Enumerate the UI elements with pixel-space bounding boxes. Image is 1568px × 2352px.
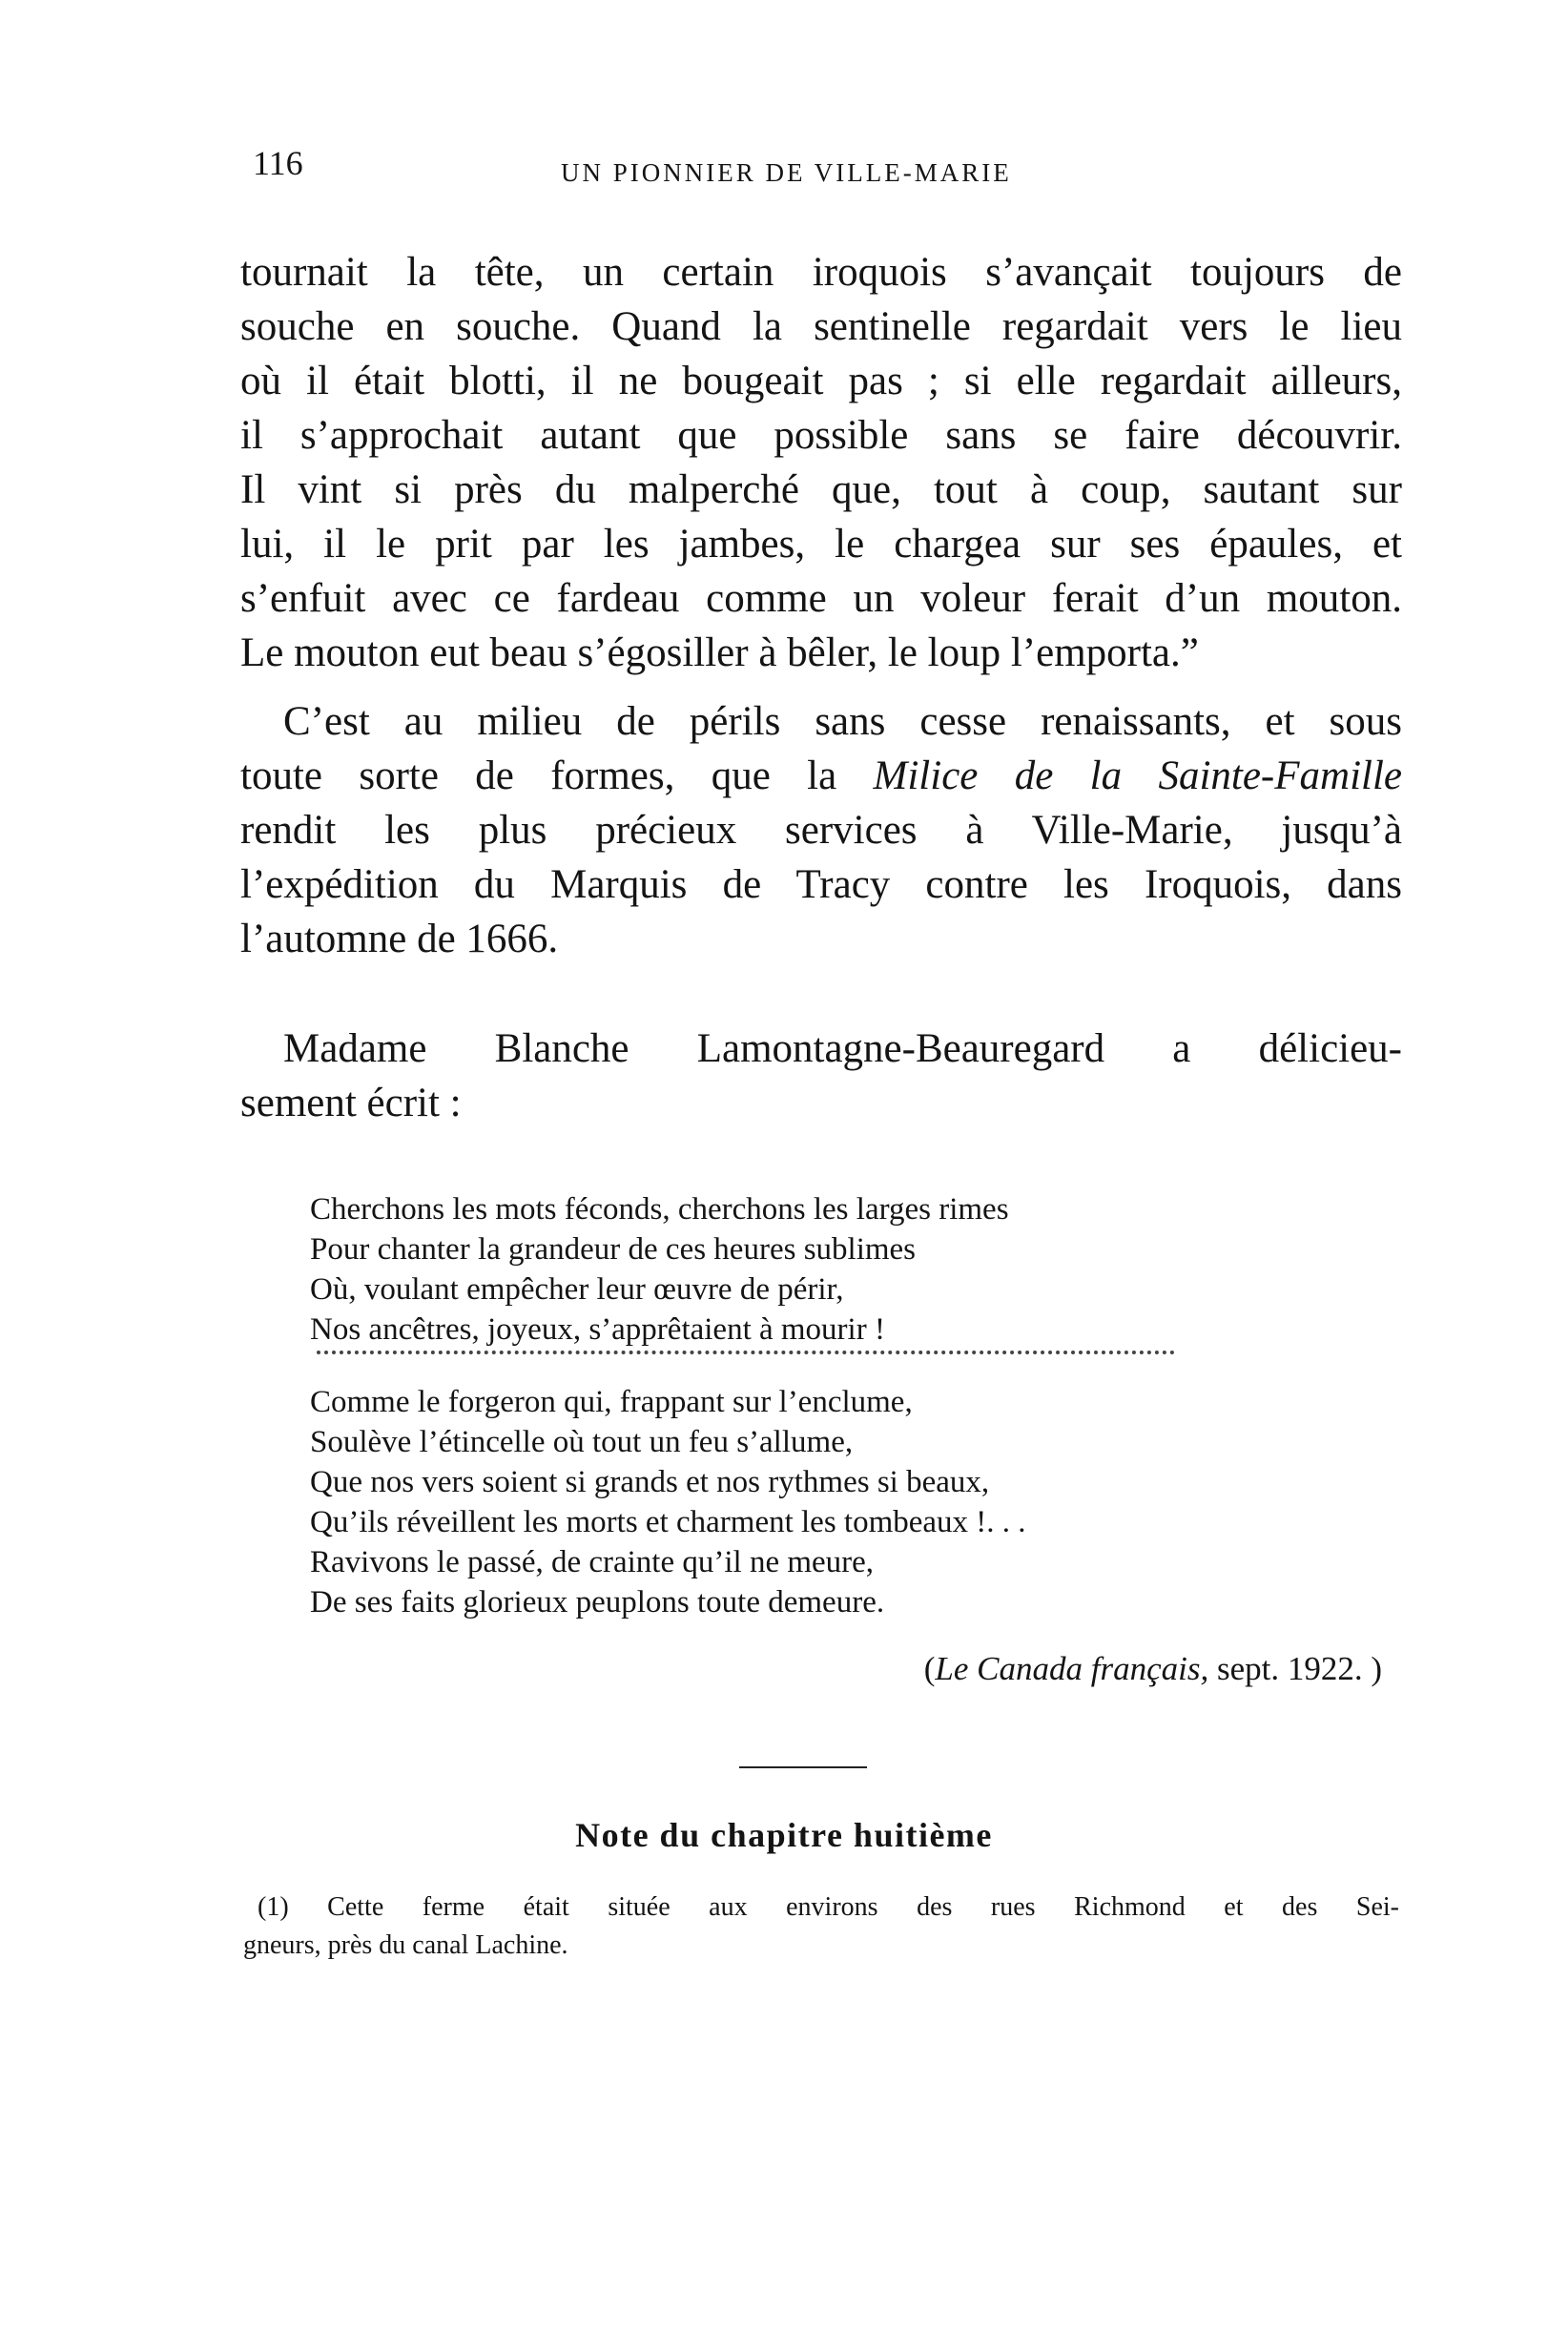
poem-line: Comme le forgeron qui, frappant sur l’enclume, — [310, 1385, 913, 1419]
poem-line: Ravivons le passé, de crainte qu’il ne meure, — [310, 1545, 875, 1579]
poem-stanza-1 — [310, 1189, 1009, 1350]
text-line: il s’approchait autant que possible sans se faire découvrir. — [240, 413, 1402, 458]
footnote — [243, 1888, 1399, 1965]
poem-line: Cherchons les mots féconds, cherchons les larges rimes — [310, 1192, 1009, 1227]
poem-line: Soulève l’étincelle où tout un feu s’allume, — [310, 1425, 854, 1459]
text-line — [240, 749, 1402, 803]
poem-line: Où, voulant empêcher leur œuvre de périr, — [310, 1272, 844, 1307]
text-line: Madame Blanche Lamontagne-Beauregard a délicieu- — [283, 1026, 1402, 1071]
poem-line: Nos ancêtres, joyeux, s’apprêtaient à mourir ! — [310, 1312, 885, 1347]
text-line: Le mouton eut beau s’égosiller à bêler, le loup l’emporta.” — [240, 630, 1199, 675]
text-segment: toute sorte de formes, que la — [240, 753, 874, 798]
italic-title: Milice de la Sainte-Famille — [873, 753, 1402, 798]
paragraph-2 — [240, 694, 1402, 966]
poem-line: Qu’ils réveillent les morts et charment les tombeaux !. . . — [310, 1505, 1026, 1539]
text-line: sement écrit : — [240, 1081, 462, 1125]
poem-citation — [924, 1650, 1382, 1688]
page-number: 116 — [253, 144, 303, 182]
text-line: lui, il le prit par les jambes, le chargea sur ses épaules, et — [240, 522, 1402, 567]
running-title: UN PIONNIER DE VILLE-MARIE — [561, 158, 1012, 187]
poem-line: Que nos vers soient si grands et nos rythmes si beaux, — [310, 1465, 990, 1499]
citation-date: sept. 1922. ) — [1208, 1650, 1382, 1687]
citation-open: ( — [923, 1650, 936, 1687]
poem-stanza-2 — [310, 1382, 1026, 1622]
text-line: souche en souche. Quand la sentinelle regardait vers le lieu — [240, 304, 1402, 349]
paragraph-1 — [240, 245, 1402, 680]
text-line: l’automne de 1666. — [240, 917, 559, 961]
text-line: C’est au milieu de périls sans cesse renaissants, et sous — [283, 699, 1402, 744]
paragraph-3 — [240, 1021, 1402, 1130]
text-line: rendit les plus précieux services à Ville-Marie, jusqu’à — [240, 808, 1402, 853]
text-line: l’expédition du Marquis de Tracy contre les Iroquois, dans — [240, 862, 1402, 907]
footnote-line: (1) Cette ferme était située aux environs des rues Richmond et des Sei- — [258, 1892, 1399, 1922]
text-line: où il était blotti, il ne bougeait pas ; si elle regardait ailleurs, — [240, 359, 1402, 403]
poem-line: Pour chanter la grandeur de ces heures sublimes — [310, 1232, 917, 1267]
citation-source: Le Canada français, — [935, 1650, 1209, 1687]
text-line: Il vint si près du malperché que, tout à coup, sautant sur — [240, 467, 1402, 512]
dotted-separator — [317, 1345, 1175, 1354]
text-line: tournait la tête, un certain iroquois s’avançait toujours de — [240, 250, 1402, 295]
footnote-line: gneurs, près du canal Lachine. — [243, 1930, 568, 1960]
note-heading: Note du chapitre huitième — [575, 1816, 993, 1854]
poem-line: De ses faits glorieux peuplons toute demeure. — [310, 1585, 885, 1620]
text-line: s’enfuit avec ce fardeau comme un voleur ferait d’un mouton. — [240, 576, 1402, 621]
section-divider — [739, 1766, 867, 1768]
